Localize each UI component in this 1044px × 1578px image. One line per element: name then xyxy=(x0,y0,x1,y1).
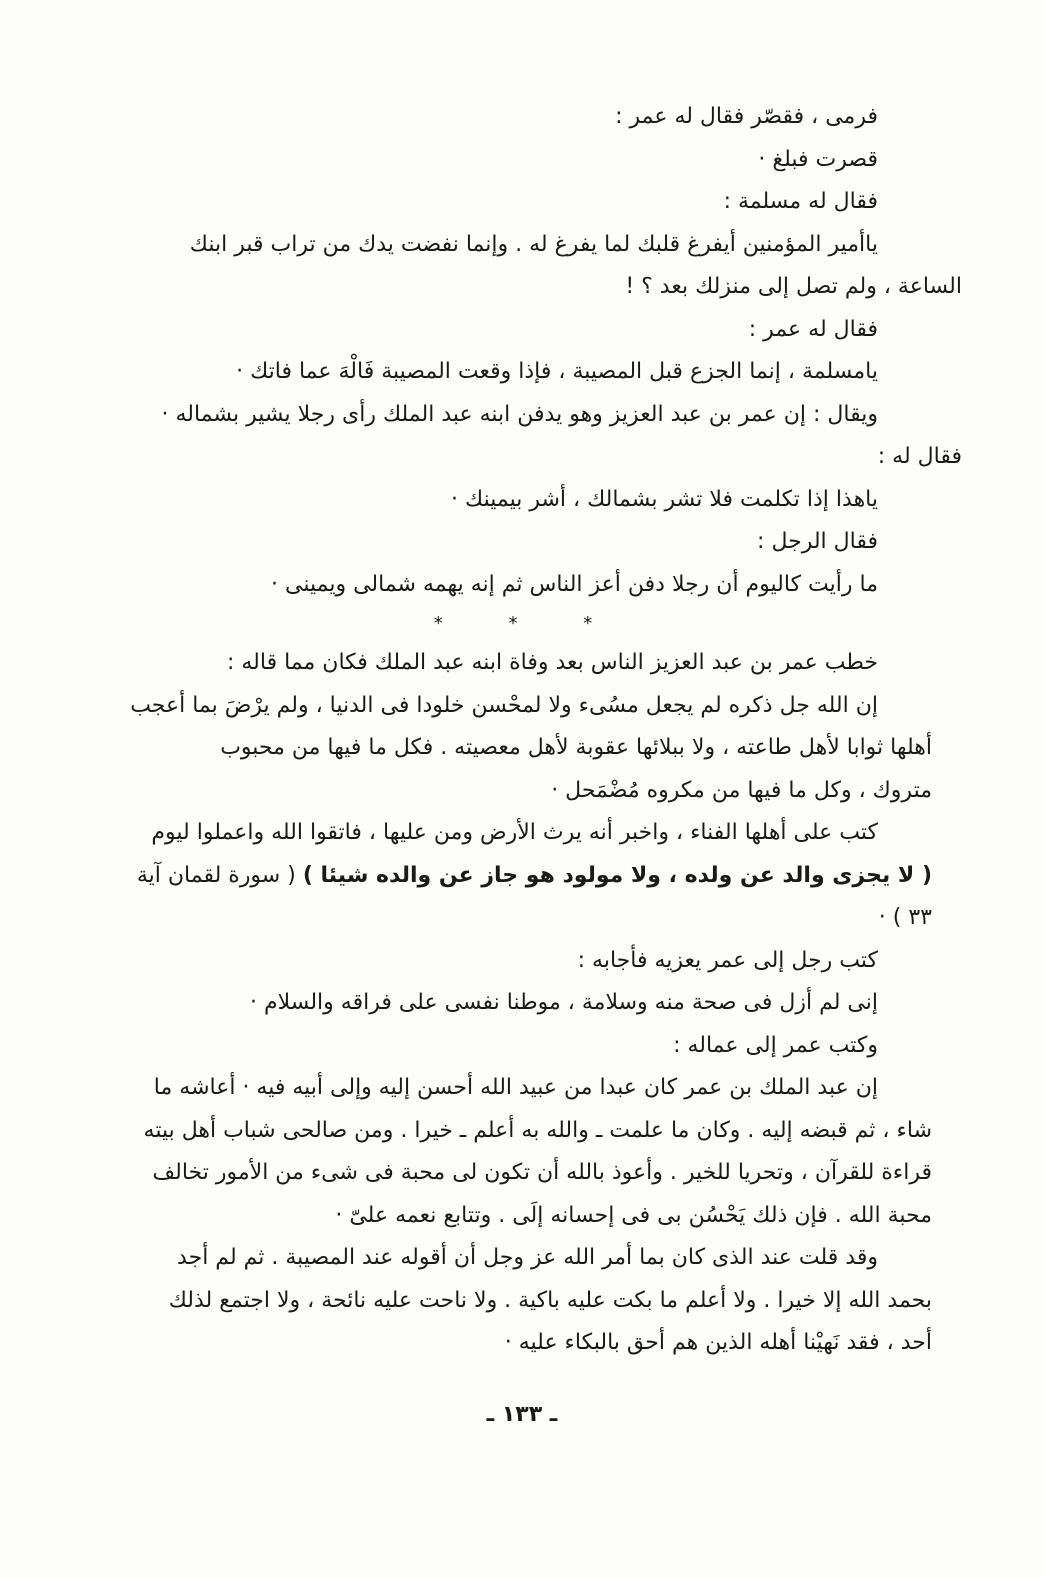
text-line: قراءة للقرآن ، وتحريا للخير . وأعوذ بالله أن تكون لى محبة فى شىء من الأمور تخالف xyxy=(152,1160,932,1185)
text-line: خطب عمر بن عبد العزيز الناس بعد وفاة ابنه عبد الملك فكان مما قاله : xyxy=(226,650,878,675)
text-line: فقال له مسلمة : xyxy=(723,189,878,214)
text-line: وكتب عمر إلى عماله : xyxy=(673,1032,878,1058)
text-line: محبة الله . فإن ذلك يَحْسُن بى فى إحسانه إلَى . وتتابع نعمه علىّ · xyxy=(335,1202,932,1228)
page-body xyxy=(84,96,962,1365)
text-line: فقال له عمر : xyxy=(748,316,878,342)
text-line: بحمد الله إلا خيرا . ولا أعلم ما بكت عليه باكية . ولا ناحت عليه نائحة ، ولا اجتمع لذلك xyxy=(168,1287,932,1313)
text-line: وقد قلت عند الذى كان بما أمر الله عز وجل أن أقوله عند المصيبة . ثم لم أجد xyxy=(177,1245,878,1270)
text-line: كتب على أهلها الفناء ، واخبر أنه يرث الأرض ومن عليها ، فاتقوا الله واعملوا ليوم xyxy=(151,820,878,845)
text-line: ما رأيت كاليوم أن رجلا دفن أعز الناس ثم إنه يهمه شمالى ويمينى · xyxy=(271,571,878,597)
text-line: إن عبد الملك بن عمر كان عبدا من عبيد الله أحسن إليه وإلى أبيه فيه · أعاشه ما xyxy=(153,1075,878,1100)
text-line: ياهذا إذا تكلمت فلا تشر بشمالك ، أشر بيمينك · xyxy=(451,486,878,512)
text-line: إنى لم أزل فى صحة منه وسلامة ، موطنا نفسى على فراقه والسلام · xyxy=(249,990,878,1015)
quran-verse-line xyxy=(84,855,932,898)
text-line: ويقال : إن عمر بن عبد العزيز وهو يدفن ابنه عبد الملك رأى رجلا يشير بشماله · xyxy=(161,401,878,427)
section-separator: * * * xyxy=(433,613,623,634)
text-line: متروك ، وكل ما فيها من مكروه مُضْمَحل · xyxy=(551,777,932,803)
page-number: ـ ١٣٣ ـ xyxy=(486,1402,558,1427)
text-line: فقال الرجل : xyxy=(757,529,878,554)
quran-verse: ( لا يجزى والد عن ولده ، ولا مولود هو جاز عن والده شيئا ) xyxy=(302,862,932,888)
text-line: فقال له : xyxy=(877,444,962,469)
text-line: يامسلمة ، إنما الجزع قبل المصيبة ، فإذا وقعت المصيبة فَالْهَ عما فاتك · xyxy=(236,359,878,384)
text-line: ياأمير المؤمنين أيفرغ قلبك لما يفرغ له . وإنما نفضت يدك من تراب قبر ابنك xyxy=(189,231,878,257)
text-line: شاء ، ثم قبضه إليه . وكان ما علمت ـ والله به أعلم ـ خيرا . ومن صالحى شباب أهل بيته xyxy=(143,1117,932,1143)
text-line: الساعة ، ولم تصل إلى منزلك بعد ؟ ! xyxy=(625,274,962,299)
text-line: كتب رجل إلى عمر يعزيه فأجابه : xyxy=(577,947,878,973)
text-line: فرمى ، فقصّر فقال له عمر : xyxy=(615,104,878,129)
text-line: أحد ، فقد نَهيْنا أهله الذين هم أحق بالبكاء عليه · xyxy=(504,1330,932,1355)
text-line: أهلها ثوابا لأهل طاعته ، ولا ببلائها عقوبة لأهل معصيته . فكل ما فيها من محبوب xyxy=(220,735,932,760)
text-line: ٣٣ ) · xyxy=(878,905,932,930)
text-line: إن الله جل ذكره لم يجعل مسُىء ولا لمحْسن خلودا فى الدنيا ، ولم يرْضَ بما أعجب xyxy=(130,692,878,718)
text-line: قصرت فبلغ · xyxy=(758,146,878,172)
verse-citation: ( سورة لقمان آية xyxy=(136,862,296,888)
